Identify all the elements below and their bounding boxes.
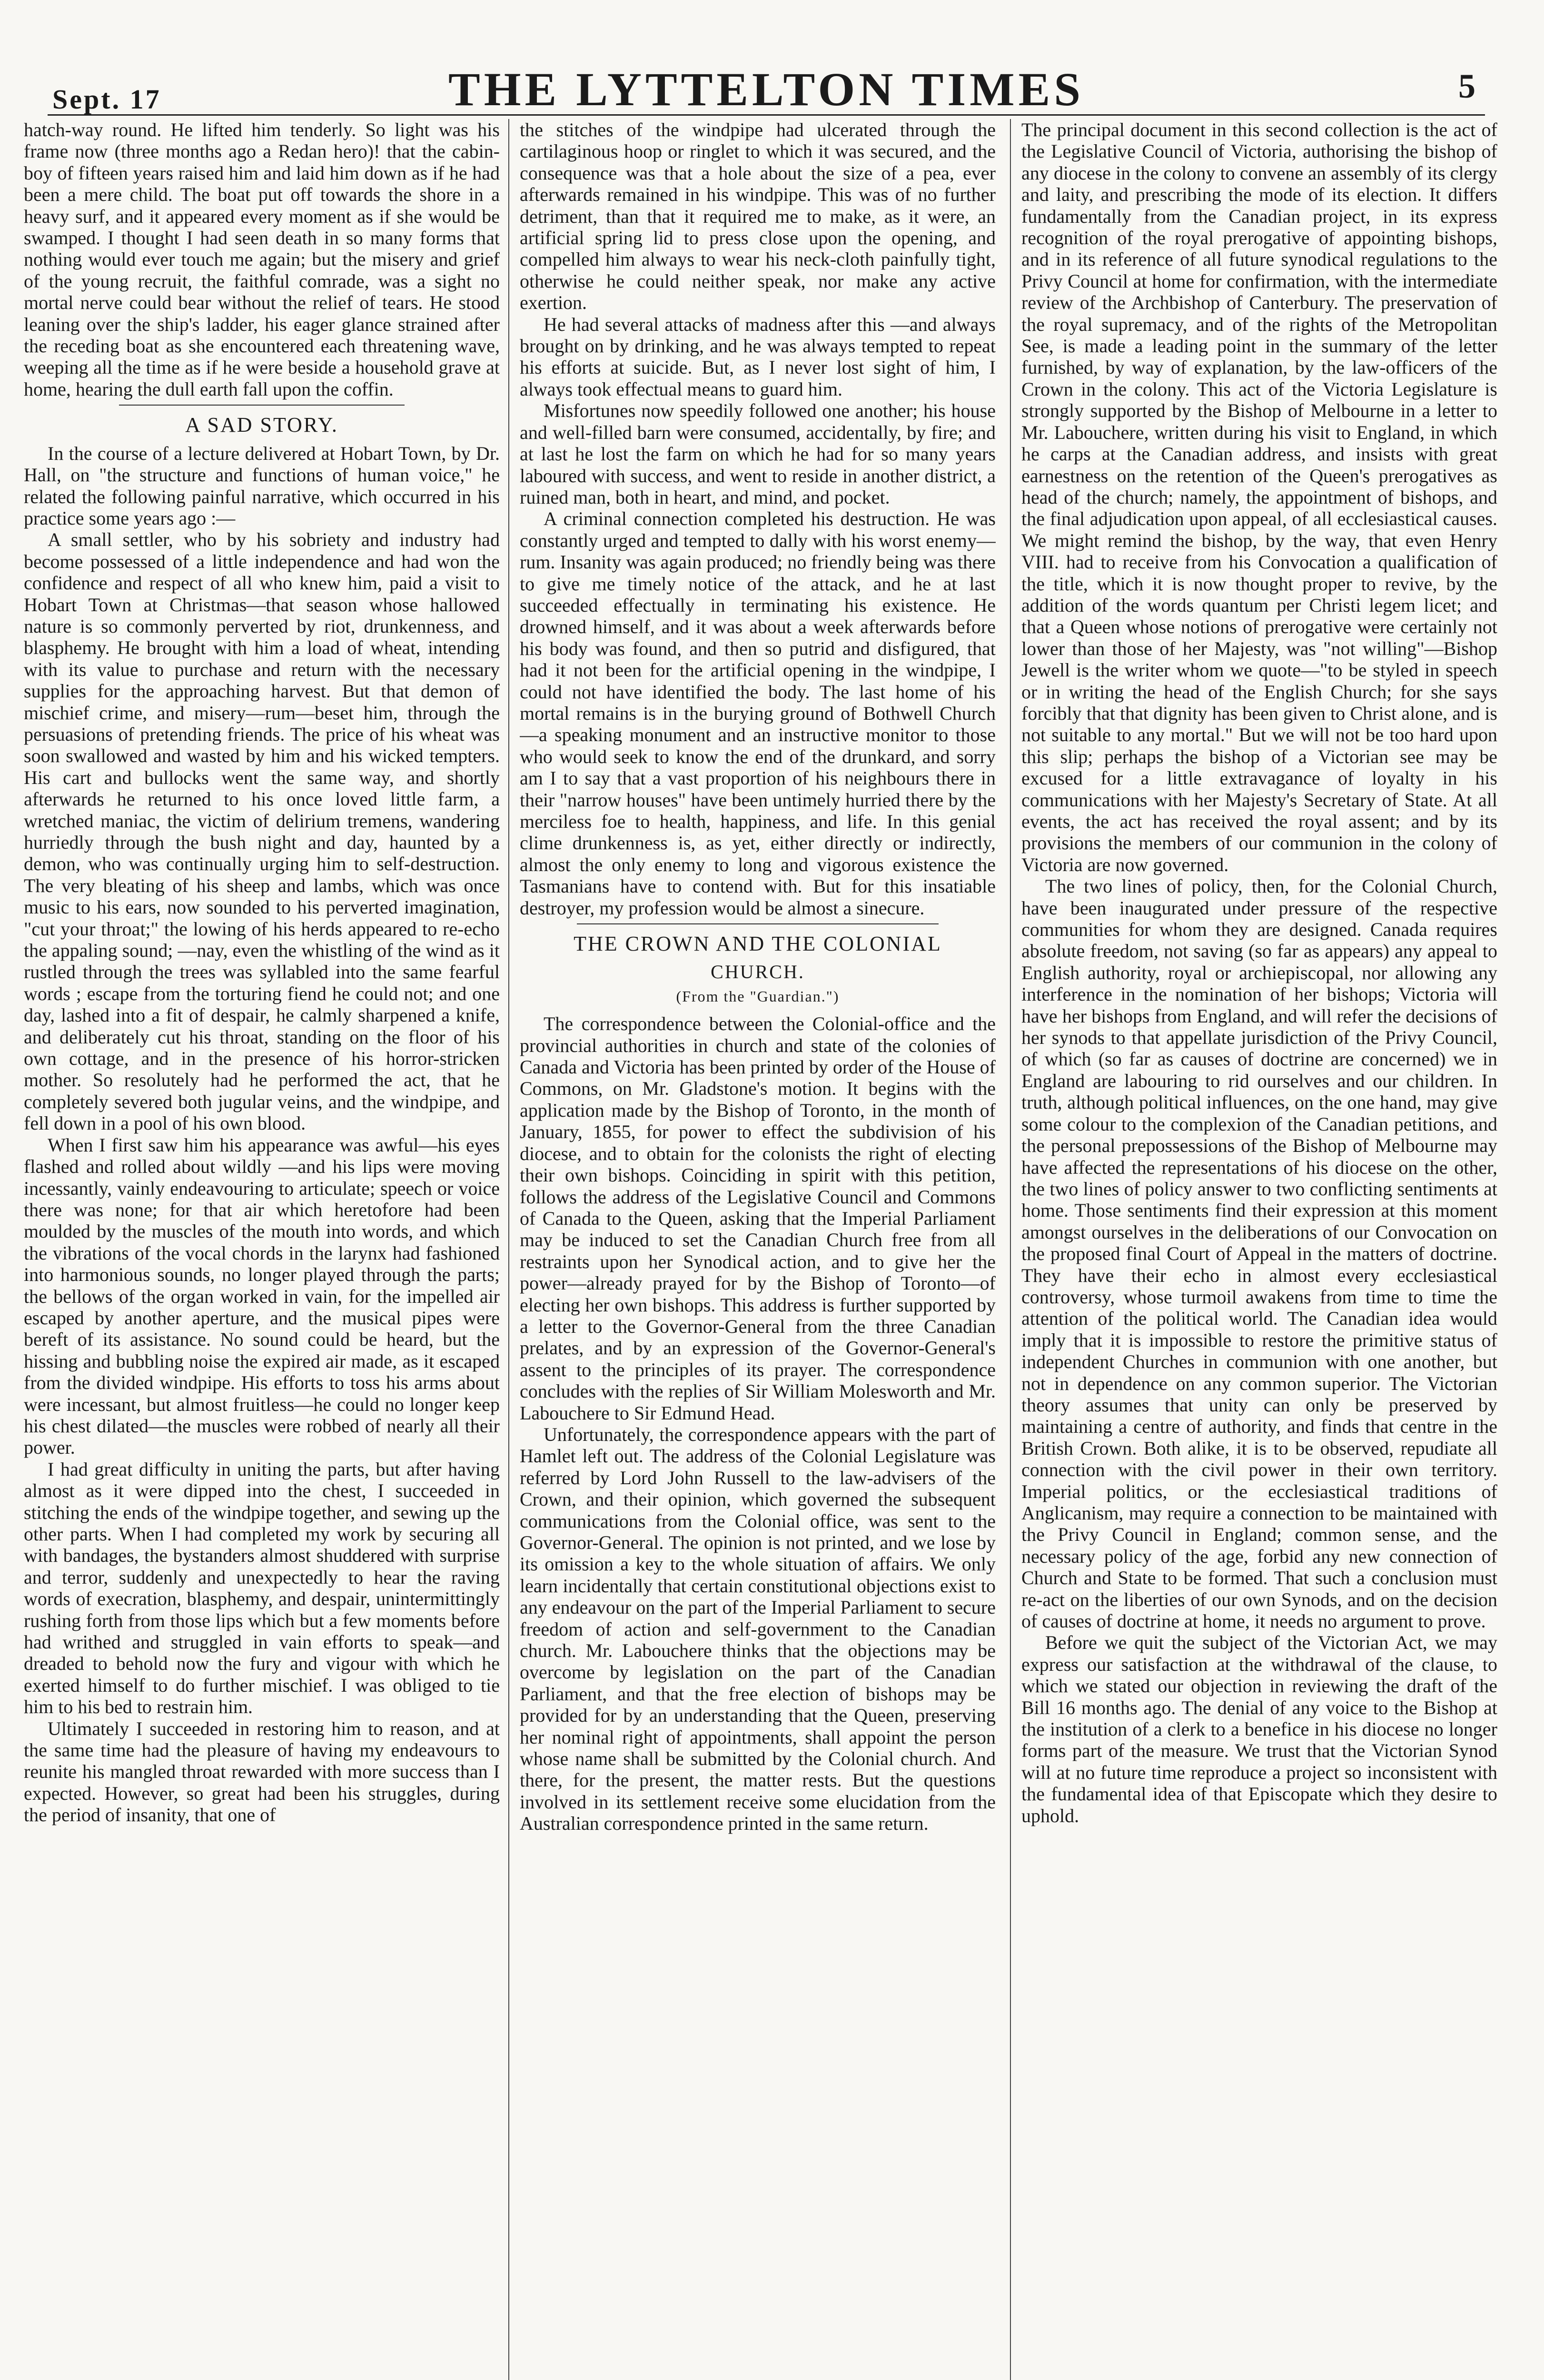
column-1 bbox=[24, 119, 500, 2380]
section-rule bbox=[577, 923, 939, 924]
article-paragraph: I had great difficulty in uniting the parts, but after having almost as it were dipped into the chest, I succeeded in stitching the ends of the windpipe together, and sewing up the other parts. When I had completed my work by securing all with bandages, the bystanders almost shuddered with surprise and terror, suddenly and unexpectedly to hear the raving words of execration, blasphemy, and despair, unintermittingly rushing forth from those lips which but a few moments before had writhed and struggled in vain efforts to speak—and dreaded to behold now the fury and vigour with which he exerted himself to do further mischief. I was obliged to tie him to his bed to restrain him. bbox=[24, 1458, 500, 1718]
article-paragraph: Misfortunes now speedily followed one another; his house and well-filled barn were consumed, accidentally, by fire; and at last he lost the farm on which he had for so many years laboured with success, and went to reside in another district, a ruined man, both in heart, and mind, and pocket. bbox=[520, 400, 996, 508]
article-heading-sad-story: A SAD STORY. bbox=[185, 413, 338, 437]
column-divider bbox=[508, 119, 509, 2380]
article-paragraph: the stitches of the windpipe had ulcerated through the cartilaginous hoop or ringlet to which it was secured, and the consequence was that a hole about the size of a pea, ever afterwards remained in his windpipe. This was of no further detriment, than that it required me to make, as it were, an artificial spring lid to press close upon the opening, and compelled him always to wear his neck-cloth painfully tight, otherwise he could neither speak, nor make any active exertion. bbox=[520, 119, 996, 314]
column-divider bbox=[1010, 119, 1011, 2380]
column-2 bbox=[520, 119, 996, 2380]
masthead-rule bbox=[48, 114, 1485, 116]
article-paragraph: The two lines of policy, then, for the Colonial Church, have been inaugurated under pressure of the respective communities for whom they are designed. Canada requires absolute freedom, not saving (so far as appears) any appeal to English authority, royal or archiepiscopal, nor allowing any interference in the nomination of her bishops; Victoria will have her bishops from England, and will refer the decisions of her synods to that appellate jurisdiction of the Privy Council, of which (so far as causes of doctrine are concerned) we in England are labouring to rid ourselves and our children. In truth, although political influences, on the one hand, may give some colour to the complexion of the Canadian petitions, and the personal prepossessions of the Bishop of Melbourne may have affected the representations of his diocese on the other, the two lines of policy answer to two conflicting sentiments at home. Those sentiments find their expression at this moment amongst ourselves in the deliberations of our Convocation on the proposed final Court of Appeal in the matters of doctrine. They have their echo in almost every ecclesiastical controversy, whose turmoil awakens from time to time the attention of the political world. The Canadian idea would imply that it is impossible to restore the primitive status of independent Churches in communion with one another, but not in dependence on any common superior. The Victorian theory assumes that unity can only be preserved by maintaining a centre of authority, and finds that centre in the British Crown. Both alike, it is to be observed, repudiate all connection with the civil power in their own territory. Imperial politics, or the ecclesiastical traditions of Anglicanism, may require a connection to be maintained with the Privy Council in England; common sense, and the necessary policy of the age, forbid any new connection of Church and State to be formed. That such a conclusion must re-act on the liberties of our own Synods, and on the decision of causes of doctrine at home, it needs no argument to prove. bbox=[1021, 875, 1497, 1632]
article-paragraph: Ultimately I succeeded in restoring him to reason, and at the same time had the pleasure of having my endeavours to reunite his mangled throat rewarded with more success than I expected. However, so great had been his struggles, during the period of insanity, that one of bbox=[24, 1717, 500, 1826]
article-paragraph: Before we quit the subject of the Victorian Act, we may express our satisfaction at the withdrawal of the clause, to which we stated our objection in reviewing the draft of the Bill 16 months ago. The denial of any voice to the Bishop at the institution of a clerk to a benefice in his diocese no longer forms part of the measure. We trust that the Victorian Synod will at no future time reproduce a project so inconsistent with the fundamental idea of that Episcopate which they desire to uphold. bbox=[1021, 1632, 1497, 1826]
issue-date: Sept. 17 bbox=[52, 84, 161, 115]
article-paragraph: A criminal connection completed his destruction. He was constantly urged and tempted to dally with his worst enemy—rum. Insanity was again produced; no friendly being was there to give me timely notice of the attack, and he at last succeeded effectually in terminating his existence. He drowned himself, and it was about a week afterwards before his body was found, and then so putrid and disfigured, that had it not been for the artificial opening in the windpipe, I could not have identified the body. The last home of his mortal remains is in the burying ground of Bothwell Church—a speaking monument and an instructive monitor to those who would seek to know the end of the drunkard, and sorry am I to say that a vast proportion of his neighbours there in their "narrow houses" have been untimely hurried there by the merciless foe to health, happiness, and life. In this genial clime drunkenness is, as yet, either directly or indirectly, almost the only enemy to long and vigorous existence the Tasmanians have to contend with. But for this insatiable destroyer, my profession would be almost a sinecure. bbox=[520, 508, 996, 919]
page-number: 5 bbox=[1458, 67, 1475, 105]
masthead bbox=[48, 0, 1485, 114]
article-paragraph: The principal document in this second collection is the act of the Legislative Council of Victoria, authorising the bishop of any diocese in the colony to convene an assembly of its clergy and laity, and prescribing the mode of its election. It differs fundamentally from the Canadian project, in its express recognition of the royal prerogative of appointing bishops, and in its reference of all future synodical regulations to the Privy Council at home for confirmation, with the intermediate review of the Archbishop of Canterbury. The preservation of the royal supremacy, and of the rights of the Metropolitan See, is made a leading point in the summary of the letter furnished, by way of explanation, by the law-officers of the Crown in the colony. This act of the Victoria Legislature is strongly supported by the Bishop of Melbourne in a letter to Mr. Labouchere, written during his visit to England, in which he carps at the Canadian address, and insists with great earnestness on the retention of the Queen's prerogatives as head of the church; namely, the appointment of bishops, and the final adjudication upon appeal, of all ecclesiastical causes. We might remind the bishop, by the way, that even Henry VIII. had to receive from his Convocation a qualification of the title, which it is now thought proper to revive, by the addition of the words quantum per Christi legem licet; and that a Queen whose notions of prerogative were certainly not lower than those of her Majesty, was "not willing"—Bishop Jewell is the writer whom we quote—"to be styled in speech or in writing the head of the English Church; for she says forcibly that that dignity has been given to Christ alone, and is not suitable to any mortal." But we will not be too hard upon this slip; perhaps the bishop of a Victorian see may be excused for a little extravagance of loyalty in his communications with her Majesty's Secretary of State. At all events, the act has received the royal assent; and by its provisions the members of our communion in the colony of Victoria are now governed. bbox=[1021, 119, 1497, 875]
article-paragraph: The correspondence between the Colonial-office and the provincial authorities in church and state of the colonies of Canada and Victoria has been printed by order of the House of Commons, on Mr. Gladstone's motion. It begins with the application made by the Bishop of Toronto, in the month of January, 1855, for power to effect the subdivision of his diocese, and to obtain for the colonists the right of electing their own bishops. Coinciding in spirit with this petition, follows the address of the Legislative Council and Commons of Canada to the Queen, asking that the Imperial Parliament may be induced to set the Canadian Church free from all restraints upon her Synodical action, and to give her the power—already prayed for by the Bishop of Toronto—of electing her own bishops. This address is further supported by a letter to the Governor-General from the three Canadian prelates, and by an expression of the Governor-General's assent to the principles of its prayer. The correspondence concludes with the replies of Sir William Molesworth and Mr. Labouchere to Sir Edmund Head. bbox=[520, 1013, 996, 1424]
article-paragraph: In the course of a lecture delivered at Hobart Town, by Dr. Hall, on "the structure and functions of human voice," he related the following painful narrative, which occurred in his practice some years ago :— bbox=[24, 442, 500, 529]
article-subheading: CHURCH. bbox=[711, 961, 805, 983]
article-paragraph: Unfortunately, the correspondence appears with the part of Hamlet left out. The address of the Colonial Legislature was referred by Lord John Russell to the law-advisers of the Crown, and their opinion, which governed the subsequent communications from the Colonial office, was sent to the Governor-General. The opinion is not printed, and we lose by its omission a key to the whole situation of affairs. We only learn incidentally that certain constitutional objections exist to any endeavour on the part of the Imperial Parliament to secure freedom of action and self-government to the Canadian church. Mr. Labouchere thinks that the objections may be overcome by legislation on the part of the Canadian Parliament, and that the free election of bishops may be provided for by an understanding that the Queen, preserving her nominal right of appointments, shall appoint the person whose name shall be submitted by the Colonial church. And there, for the present, the matter rests. But the questions involved in its settlement receive some elucidation from the Australian correspondence printed in the same return. bbox=[520, 1423, 996, 1835]
article-source: (From the "Guardian.") bbox=[676, 987, 840, 1005]
article-paragraph: hatch-way round. He lifted him tenderly. So light was his frame now (three months ago a Redan hero)! that the cabin-boy of fifteen years raised him and laid him down as if he had been a mere child. The boat put off towards the shore in a heavy surf, and it appeared every moment as if she would be swamped. I thought I had seen death in so many forms that nothing would ever touch me again; but the misery and grief of the young recruit, the faithful comrade, was a sight no mortal nerve could bear without the relief of tears. He stood leaning over the ship's ladder, his eager glance strained after the receding boat as she encountered each threatening wave, weeping all the time as if he were beside a household grave at home, hearing the dull earth fall upon the coffin. bbox=[24, 119, 500, 400]
article-heading-crown: THE CROWN AND THE COLONIAL bbox=[574, 932, 942, 956]
newspaper-title: THE LYTTELTON TIMES bbox=[448, 63, 1084, 116]
article-paragraph: He had several attacks of madness after this —and always brought on by drinking, and he was always tempted to repeat his efforts at suicide. But, as I never lost sight of him, I always took effectual means to guard him. bbox=[520, 313, 996, 400]
article-paragraph: When I first saw him his appearance was awful—his eyes flashed and rolled about wildly —and his lips were moving incessantly, vainly endeavouring to articulate; speech or voice there was none; for that air which heretofore had been moulded by the muscles of the mouth into words, and which the vibrations of the vocal chords in the larynx had fashioned into harmonious sounds, no longer played through the parts; the bellows of the organ worked in vain, for the impelled air escaped by another aperture, and the musical pipes were bereft of its assistance. No sound could be heard, but the hissing and bubbling noise the expired air made, as it escaped from the divided windpipe. His efforts to toss his arms about were incessant, but almost fruitless—he could no longer keep his chest dilated—the muscles were robbed of nearly all their power. bbox=[24, 1134, 500, 1458]
section-rule bbox=[119, 405, 405, 406]
column-3 bbox=[1021, 119, 1497, 2380]
article-paragraph: A small settler, who by his sobriety and industry had become possessed of a little independence and had won the confidence and respect of all who knew him, paid a visit to Hobart Town at Christmas—that season whose hallowed nature is so commonly perverted by riot, drunkenness, and blasphemy. He brought with him a load of wheat, intending with its value to purchase and return with the necessary supplies for the approaching harvest. But that demon of mischief crime, and misery—rum—beset him, through the persuasions of pretending friends. The price of his wheat was soon swallowed and wasted by him and his wicked tempters. His cart and bullocks went the same way, and shortly afterwards he returned to his once loved little farm, a wretched maniac, the victim of delirium tremens, wandering hurriedly through the bush night and day, haunted by a demon, who was continually urging him to self-destruction. The very bleating of his sheep and lambs, which was once music to his ears, now sounded to his perverted imagination, "cut your throat;" the lowing of his herds appeared to re-echo the appaling sound; —nay, even the whistling of the wind as it rustled through the trees was syllabled into the same fearful words ; escape from the torturing fiend he could not; and one day, lashed into a fit of despair, he calmly sharpened a knife, and deliberately cut his throat, standing on the floor of his own cottage, and in the presence of his horror-stricken mother. So resolutely had he performed the act, that he completely severed both jugular veins, and the windpipe, and fell down in a pool of his own blood. bbox=[24, 529, 500, 1134]
